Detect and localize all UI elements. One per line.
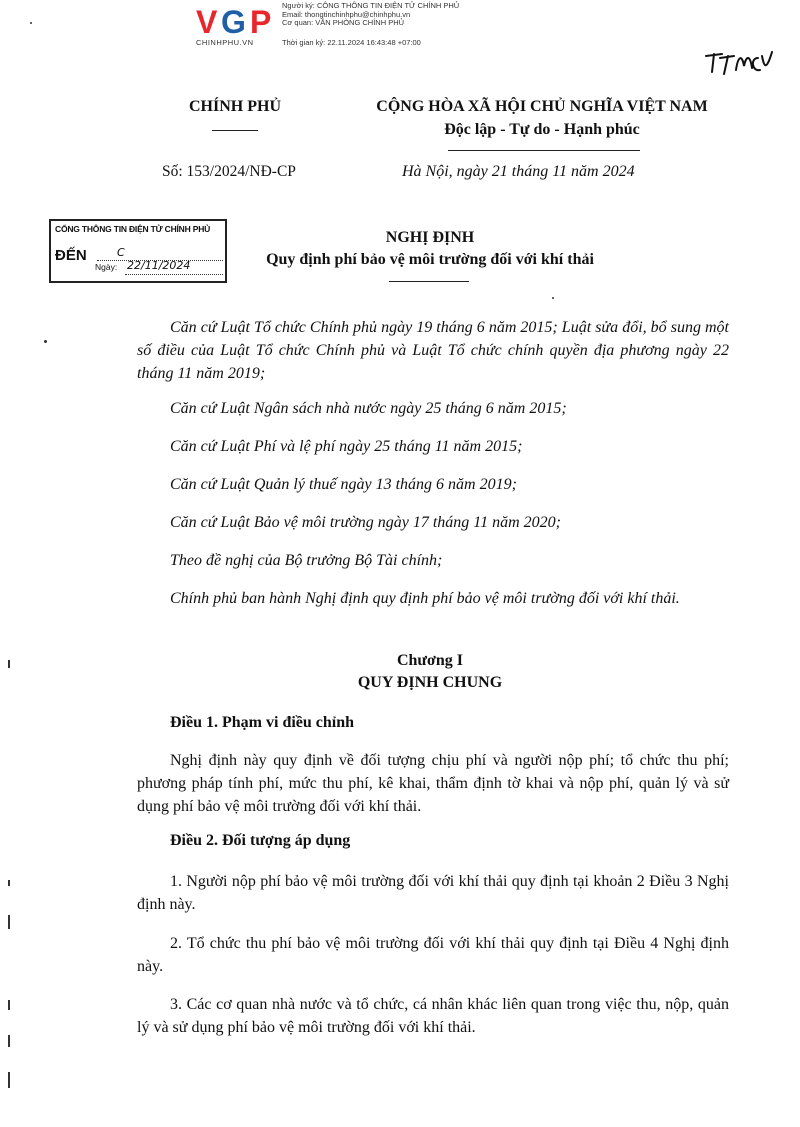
svg-text:V: V: [196, 4, 218, 36]
scan-speck: [552, 297, 554, 299]
preamble-item: Theo đề nghị của Bộ trưởng Bộ Tài chính;: [170, 552, 443, 569]
scan-speck: [44, 340, 47, 343]
scan-mark: [8, 1000, 10, 1010]
stamp-date-line: [125, 274, 223, 275]
article-1-heading: Điều 1. Phạm vi điều chỉnh: [170, 714, 355, 731]
motto-underline: [448, 150, 640, 151]
stamp-den-label: ĐẾN: [55, 247, 87, 264]
signer-line: Người ký: CÔNG THÔNG TIN ĐIỆN TỬ CHÍNH PHỦ: [282, 1, 460, 10]
chapter-title: QUY ĐỊNH CHUNG: [357, 674, 503, 691]
document-type: NGHỊ ĐỊNH: [385, 229, 475, 246]
preamble-item: Chính phủ ban hành Nghị định quy định phí bảo vệ môi trường đối với khí thải.: [170, 590, 680, 607]
national-motto: Độc lập - Tự do - Hạnh phúc: [444, 121, 640, 138]
article-2-heading: Điều 2. Đối tượng áp dụng: [170, 832, 351, 849]
issuer-name: CHÍNH PHỦ: [189, 98, 281, 115]
handwritten-note: [702, 46, 774, 78]
article-2-item: 3. Các cơ quan nhà nước và tổ chức, cá nhân khác liên quan trong việc thu, nộp, quản lý và sử dụng phí bảo vệ môi trường đối với khí thải.: [137, 996, 729, 1036]
svg-text:G: G: [221, 4, 246, 36]
article-2-item: 2. Tổ chức thu phí bảo vệ môi trường đối với khí thải quy định tại Điều 4 Nghị định này.: [137, 935, 729, 975]
stamp-date-label: Ngày:: [95, 262, 118, 272]
country-name: CỘNG HÒA XÃ HỘI CHỦ NGHĨA VIỆT NAM: [376, 98, 708, 115]
scan-mark: [8, 1072, 10, 1088]
preamble-item: Căn cứ Luật Ngân sách nhà nước ngày 25 tháng 6 năm 2015;: [170, 400, 567, 417]
scan-mark: [8, 1035, 10, 1047]
chapter-number: Chương I: [396, 652, 464, 669]
scan-mark: [8, 915, 10, 929]
scan-speck: [30, 22, 32, 24]
signature-site-label: CHINHPHU.VN: [196, 38, 254, 47]
article-1-body: Nghị định này quy định về đối tượng chịu phí và người nộp phí; tổ chức thu phí; phương pháp tính phí, mức thu phí, kê khai, thẩm định tờ khai và nộp phí, quản lý và sử dụng phí bảo vệ môi trường đối với khí thải.: [137, 752, 729, 815]
signer-agency: Cơ quan: VĂN PHÒNG CHÍNH PHỦ: [282, 18, 405, 28]
issuer-underline: [212, 130, 258, 131]
signature-time: Thời gian ký: 22.11.2024 16:43:48 +07:00: [282, 38, 421, 47]
preamble-item: Căn cứ Luật Quản lý thuế ngày 13 tháng 6 năm 2019;: [170, 476, 517, 493]
stamp-date: 22/11/2024: [127, 259, 191, 272]
svg-text:P: P: [250, 4, 272, 36]
document-subject: Quy định phí bảo vệ môi trường đối với khí thải: [266, 251, 594, 268]
stamp-title: CỔNG THÔNG TIN ĐIỆN TỬ CHÍNH PHỦ: [55, 224, 211, 234]
title-underline: [389, 281, 469, 282]
place-date: Hà Nội, ngày 21 tháng 11 năm 2024: [402, 163, 635, 180]
document-number: Số: 153/2024/NĐ-CP: [162, 163, 296, 180]
receipt-stamp: [49, 219, 227, 283]
stamp-number: C: [117, 246, 125, 259]
preamble-item: Căn cứ Luật Phí và lệ phí ngày 25 tháng 11 năm 2015;: [170, 438, 523, 455]
article-2-item: 1. Người nộp phí bảo vệ môi trường đối với khí thải quy định tại khoản 2 Điều 3 Nghị định này.: [137, 873, 729, 913]
vgp-logo: [196, 4, 278, 36]
digital-signature-info: [282, 2, 459, 28]
preamble-item: Căn cứ Luật Bảo vệ môi trường ngày 17 tháng 11 năm 2020;: [170, 514, 561, 531]
scan-mark: [8, 660, 10, 668]
signer-email: Email: thongtinchinhphu@chinhphu.vn: [282, 9, 411, 19]
scan-mark: [8, 880, 10, 886]
preamble-item: Căn cứ Luật Tổ chức Chính phủ ngày 19 tháng 6 năm 2015; Luật sửa đổi, bổ sung một số điều của Luật Tổ chức Chính phủ và Luật Tổ chức chính quyền địa phương ngày 22 tháng 11 năm 2019;: [137, 319, 729, 382]
